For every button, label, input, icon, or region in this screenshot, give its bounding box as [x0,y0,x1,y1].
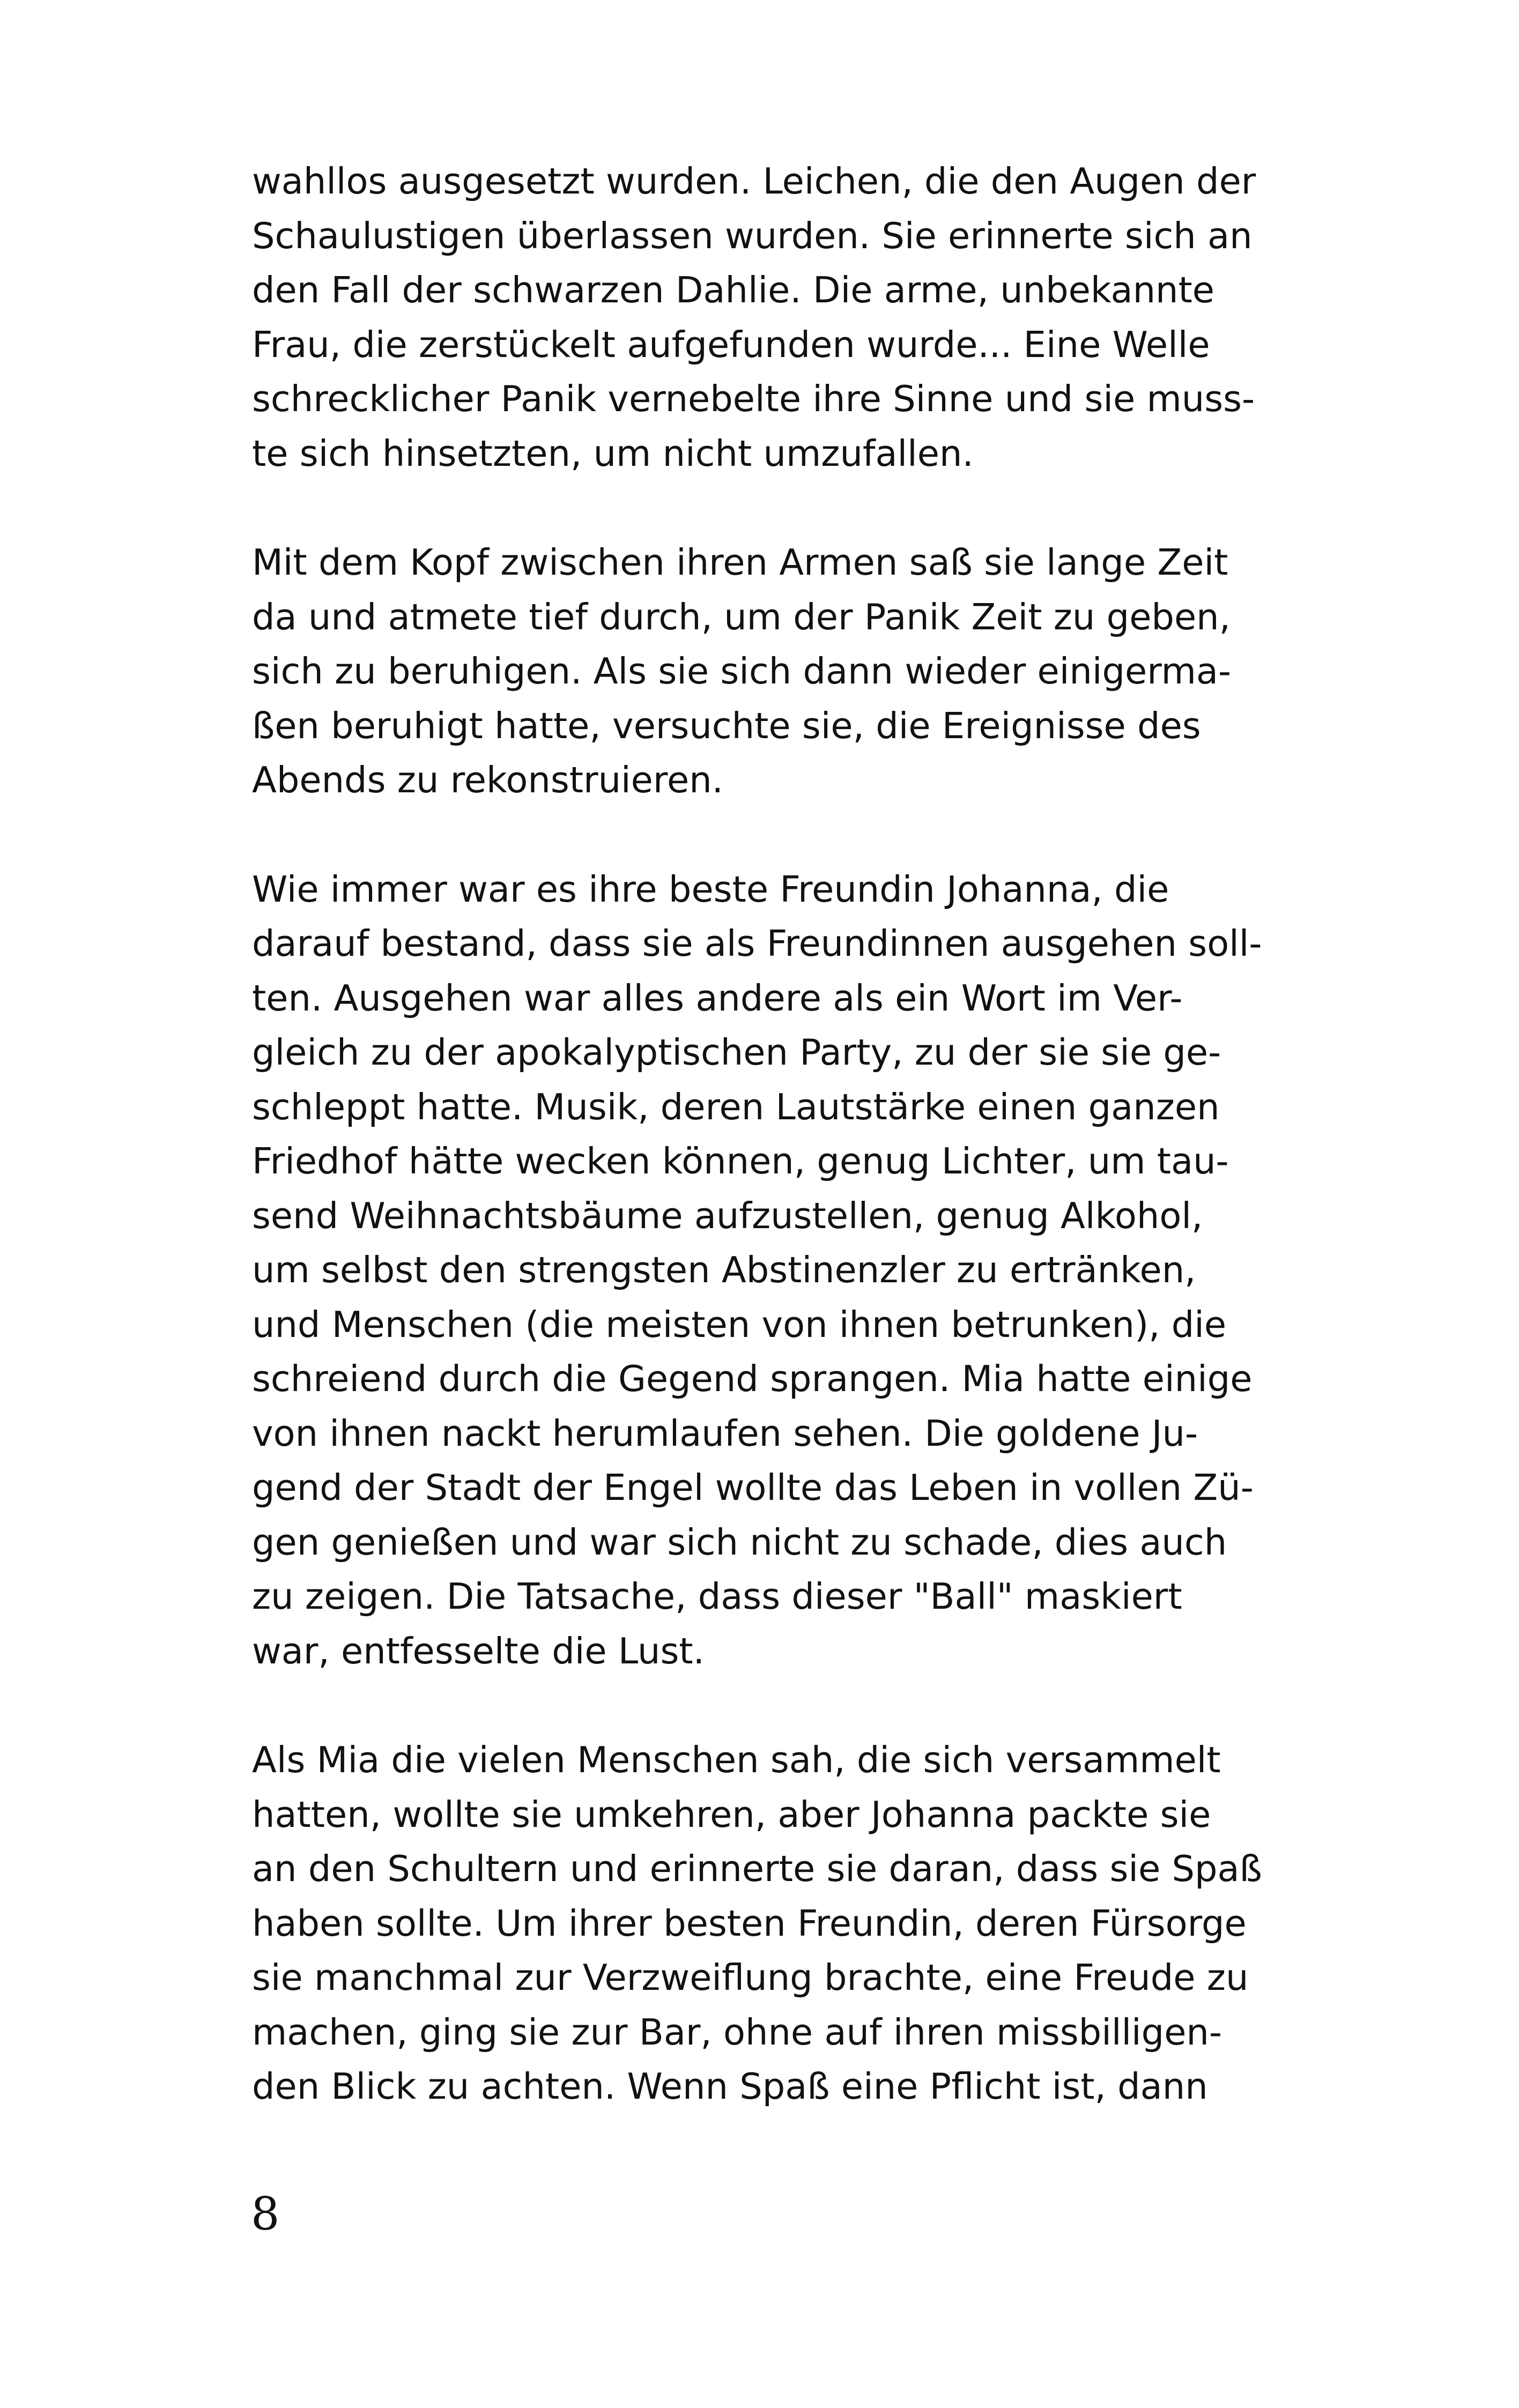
text-line: sich zu beruhigen. Als sie sich dann wieder einigerma- [252,650,1232,692]
text-line: Schaulustigen überlassen wurden. Sie erinnerte sich an [252,214,1253,257]
paragraph-4 [252,1733,1271,2114]
text-line: ten. Ausgehen war alles andere als ein Wort im Ver- [252,977,1183,1019]
text-line: zu zeigen. Die Tatsache, dass dieser "Ball" maskiert [252,1575,1182,1617]
text-line: gen genießen und war sich nicht zu schade, dies auch [252,1521,1227,1563]
text-line: send Weihnachtsbäume aufzustellen, genug Alkohol, [252,1194,1203,1237]
text-line: war, entfesselte die Lust. [252,1630,705,1672]
text-line: sie manchmal zur Verzweiflung brachte, eine Freude zu [252,1957,1249,1998]
text-line: hatten, wollte sie umkehren, aber Johanna packte sie [252,1793,1211,1835]
paragraph-1 [252,154,1271,481]
text-line: Wie immer war es ihre beste Freundin Johanna, die [252,868,1169,910]
text-line: gend der Stadt der Engel wollte das Leben in vollen Zü- [252,1467,1254,1508]
text-line: te sich hinsetzten, um nicht umzufallen. [252,432,974,474]
paragraph-2 [252,536,1271,808]
text-line: machen, ging sie zur Bar, ohne auf ihren missbilligen- [252,2011,1222,2053]
text-line: Frau, die zerstückelt aufgefunden wurde... Eine Welle [252,323,1210,366]
text-line: darauf bestand, dass sie als Freundinnen ausgehen soll- [252,923,1262,964]
text-line: Abends zu rekonstruieren. [252,759,723,801]
text-line: von ihnen nackt herumlaufen sehen. Die goldene Ju- [252,1412,1198,1454]
paragraph-3 [252,863,1271,1679]
text-line: den Fall der schwarzen Dahlie. Die arme, unbekannte [252,269,1214,311]
text-line: den Blick zu achten. Wenn Spaß eine Pflicht ist, dann [252,2065,1208,2107]
text-line: Mit dem Kopf zwischen ihren Armen saß sie lange Zeit [252,541,1228,583]
text-line: an den Schultern und erinnerte sie daran, dass sie Spaß [252,1848,1262,1890]
text-line: Friedhof hätte wecken können, genug Lichter, um tau- [252,1140,1229,1182]
text-line: ßen beruhigt hatte, versuchte sie, die Ereignisse des [252,704,1201,747]
text-line: gleich zu der apokalyptischen Party, zu der sie sie ge- [252,1031,1221,1073]
text-line: wahllos ausgesetzt wurden. Leichen, die den Augen der [252,160,1256,202]
text-line: um selbst den strengsten Abstinenzler zu ertränken, [252,1249,1196,1291]
text-line: haben sollte. Um ihrer besten Freundin, deren Fürsorge [252,1902,1247,1944]
page-number: 8 [251,2188,280,2240]
text-line: da und atmete tief durch, um der Panik Zeit zu geben, [252,596,1231,638]
text-line: schleppt hatte. Musik, deren Lautstärke einen ganzen [252,1086,1220,1128]
text-line: Als Mia die vielen Menschen sah, die sich versammelt [252,1739,1221,1781]
text-line: schreiend durch die Gegend sprangen. Mia hatte einige [252,1358,1253,1400]
text-line: und Menschen (die meisten von ihnen betrunken), die [252,1303,1227,1346]
body-text [252,154,1271,2169]
text-line: schrecklicher Panik vernebelte ihre Sinne und sie muss- [252,378,1255,420]
